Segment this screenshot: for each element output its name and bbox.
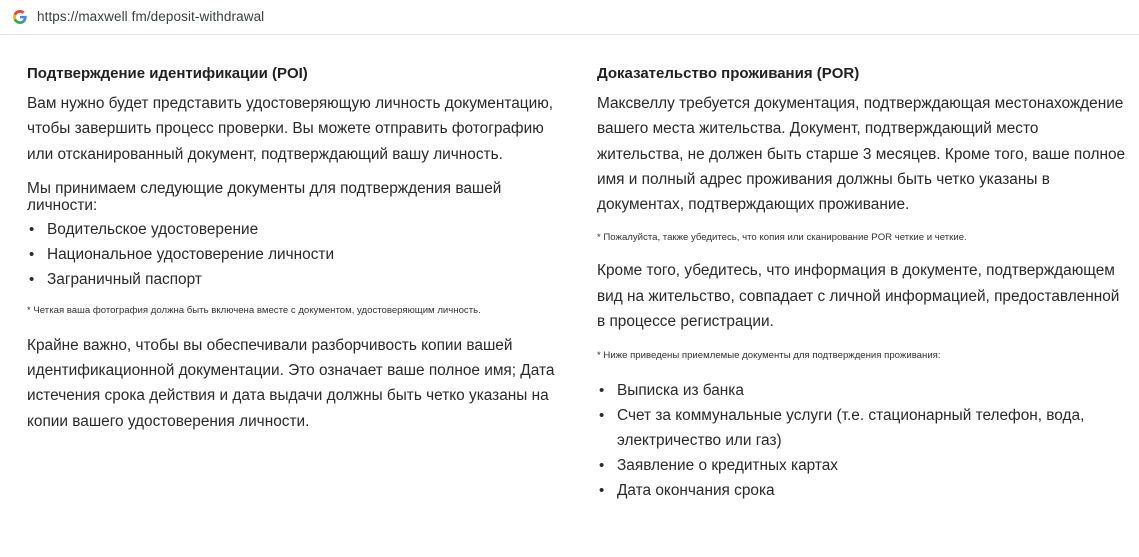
por-title: Доказательство проживания (POR) — [597, 65, 860, 82]
por-note-accepted: * Ниже приведены приемлемые документы для подтверждения проживания: — [597, 350, 941, 362]
list-item: • Заявление о кредитных картах — [597, 453, 1127, 478]
list-item: • Национальное удостоверение личности — [27, 242, 557, 267]
poi-note: * Четкая ваша фотография должна быть включена вместе с документом, удостоверяющим личность. — [27, 304, 481, 316]
por-document-list — [597, 378, 1127, 503]
por-note-clarity: * Пожалуйста, также убедитесь, что копия или сканирование POR четкие и четкие. — [597, 232, 967, 244]
por-section — [597, 62, 1127, 503]
por-intro: Максвеллу требуется документация, подтверждающая местонахождение вашего места жительства. Документ, подтверждающий место жительства, не должен быть старше 3 месяцев. Кроме того, ваше полное имя и полный адрес проживания должны быть четко указаны в документах, подтверждающих проживание. — [597, 95, 1126, 214]
poi-document-list — [27, 217, 557, 292]
address-bar[interactable] — [0, 0, 1139, 35]
poi-important: Крайне важно, чтобы вы обеспечивали разборчивость копии вашей идентификационной документации. Это означает ваше полное имя; Дата истечения срока действия и дата выдачи должны быть четко указаны на копии вашего удостоверения личности. — [27, 336, 555, 430]
list-item: • Водительское удостоверение — [27, 217, 557, 242]
poi-section — [27, 62, 557, 434]
url-text[interactable]: https://maxwell fm/deposit-withdrawal — [37, 9, 265, 24]
list-item: • Счет за коммунальные услуги (т.е. стационарный телефон, вода, электричество или газ) — [597, 403, 1127, 453]
google-icon — [12, 9, 28, 25]
por-match-text: Кроме того, убедитесь, что информация в документе, подтверждающем вид на жительство, совпадает с личной информацией, предоставленной в процессе регистрации. — [597, 262, 1120, 331]
list-item: • Заграничный паспорт — [27, 267, 557, 292]
poi-intro: Вам нужно будет представить удостоверяющую личность документацию, чтобы завершить процесс проверки. Вы можете отправить фотографию или отсканированный документ, подтверждающий вашу личность. — [27, 95, 554, 163]
list-item: • Дата окончания срока — [597, 478, 1127, 503]
poi-title: Подтверждение идентификации (POI) — [27, 65, 308, 82]
poi-accept-text: Мы принимаем следующие документы для подтверждения вашей личности: — [27, 179, 502, 214]
list-item: • Выписка из банка — [597, 378, 1127, 403]
